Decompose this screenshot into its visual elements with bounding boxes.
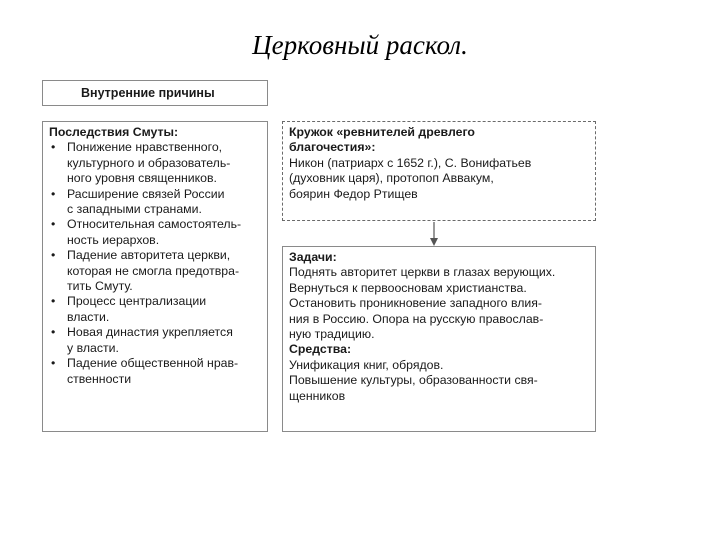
list-item [49, 325, 263, 356]
list-item [49, 187, 263, 218]
zealots-heading-line: Кружок «ревнителей древлего [289, 125, 475, 139]
internal-causes-header [42, 80, 268, 106]
consequences-heading: Последствия Смуты: [49, 125, 179, 139]
list-item-line: с западными странами. [67, 202, 202, 217]
list-item-line: • Расширение связей России [67, 186, 225, 201]
tasks-line: Остановить проникновение западного влия- [289, 296, 542, 311]
list-item-line: власти. [67, 309, 110, 324]
list-item [49, 217, 263, 248]
internal-causes-label: Внутренние причины [81, 86, 215, 100]
list-item [49, 140, 263, 186]
means-line: Унификация книг, обрядов. [289, 357, 444, 372]
consequences-box [42, 121, 268, 432]
tasks-line: ную традицию. [289, 327, 375, 342]
list-item-line: культурного и образователь- [67, 155, 231, 170]
list-item-line: ного уровня священников. [67, 171, 217, 186]
means-heading: Средства: [289, 342, 352, 357]
list-item-line: • Относительная самостоятель- [67, 217, 242, 232]
list-item [49, 294, 263, 325]
list-item-line: • Процесс централизации [67, 294, 207, 309]
means-line: Повышение культуры, образованности свя- [289, 373, 538, 388]
list-item-line: ность иерархов. [67, 232, 160, 247]
zealots-body-line: (духовник царя), протопоп Аввакум, [289, 171, 494, 186]
means-line: щенников [289, 388, 346, 403]
page-title: Церковный раскол. [252, 30, 468, 60]
list-item-line: • Понижение нравственного, [67, 140, 223, 155]
list-item-line: которая не смогла предотвра- [67, 263, 240, 278]
zealots-circle-box [282, 121, 596, 221]
list-item-line: • Новая династия укрепляется [67, 325, 233, 340]
tasks-line: Вернуться к первоосновам христианства. [289, 280, 527, 295]
list-item-line: ственности [67, 371, 132, 386]
list-item-line: • Падение общественной нрав- [67, 356, 239, 371]
list-item-line: • Падение авторитета церкви, [67, 248, 231, 263]
zealots-heading-line: благочестия»: [289, 140, 376, 155]
down-arrow-icon [429, 222, 439, 246]
list-item [49, 356, 263, 387]
zealots-body-line: Никон (патриарх с 1652 г.), С. Вонифатьев [289, 155, 532, 170]
list-item-line: тить Смуту. [67, 279, 133, 294]
zealots-body-line: боярин Федор Ртищев [289, 186, 418, 201]
consequences-list [49, 140, 263, 387]
tasks-line: ния в Россию. Опора на русскую православ- [289, 311, 544, 326]
tasks-line: Поднять авторитет церкви в глазах верующих. [289, 265, 556, 280]
list-item-line: у власти. [67, 340, 119, 355]
tasks-heading: Задачи: [289, 250, 337, 264]
list-item [49, 248, 263, 294]
tasks-means-box [282, 246, 596, 432]
